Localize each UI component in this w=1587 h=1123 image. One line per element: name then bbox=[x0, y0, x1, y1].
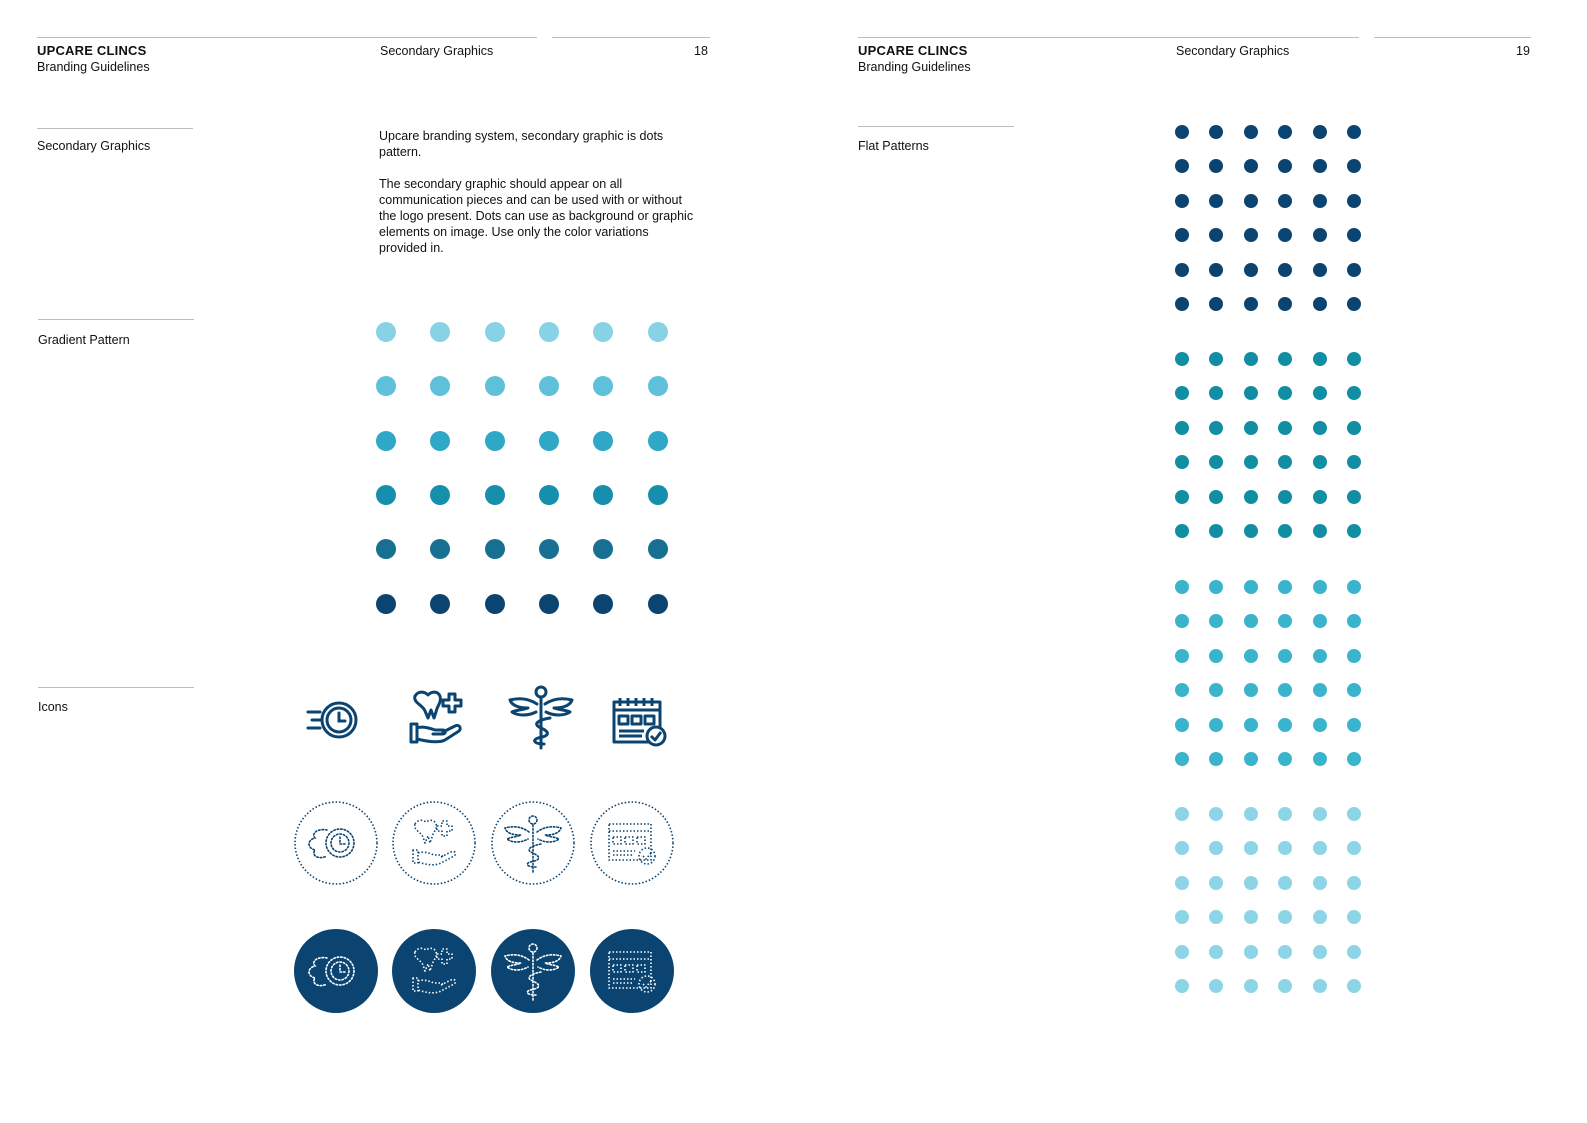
section-rule bbox=[38, 687, 194, 688]
pattern-dot bbox=[1209, 194, 1223, 208]
pattern-dot bbox=[376, 376, 396, 396]
pattern-dot bbox=[1209, 228, 1223, 242]
icon-row-filled-circle bbox=[589, 928, 675, 1014]
pattern-dot bbox=[485, 485, 505, 505]
icon-row-dotted-circle bbox=[293, 800, 379, 886]
pattern-dot bbox=[1313, 979, 1327, 993]
pattern-dot bbox=[430, 594, 450, 614]
pattern-dot bbox=[1313, 194, 1327, 208]
header-rule-left bbox=[37, 37, 537, 38]
pattern-dot bbox=[1313, 752, 1327, 766]
dental-care-hand-icon bbox=[393, 676, 479, 762]
pattern-dot bbox=[1313, 945, 1327, 959]
icon-row-outline bbox=[393, 676, 479, 762]
pattern-dot bbox=[1175, 386, 1189, 400]
pattern-dot bbox=[1313, 807, 1327, 821]
pattern-dot bbox=[1209, 807, 1223, 821]
brand-subtitle: Branding Guidelines bbox=[858, 60, 971, 74]
pattern-dot bbox=[1244, 297, 1258, 311]
pattern-dot bbox=[376, 431, 396, 451]
section-label-flat-patterns: Flat Patterns bbox=[858, 139, 929, 153]
pattern-dot bbox=[1209, 159, 1223, 173]
pattern-dot bbox=[1347, 718, 1361, 732]
pattern-dot bbox=[1209, 718, 1223, 732]
brand-name: UPCARE CLINCS bbox=[858, 43, 968, 58]
pattern-dot bbox=[1347, 945, 1361, 959]
brand-subtitle: Branding Guidelines bbox=[37, 60, 150, 74]
pattern-dot bbox=[1175, 614, 1189, 628]
flat-dot-pattern-navy bbox=[1175, 125, 1365, 315]
pattern-dot bbox=[1278, 614, 1292, 628]
pattern-dot bbox=[1347, 649, 1361, 663]
pattern-dot bbox=[1313, 910, 1327, 924]
pattern-dot bbox=[1278, 159, 1292, 173]
pattern-dot bbox=[1347, 683, 1361, 697]
pattern-dot bbox=[1347, 807, 1361, 821]
pattern-dot bbox=[1175, 841, 1189, 855]
pattern-dot bbox=[430, 322, 450, 342]
icon-row-dotted-circle bbox=[490, 800, 576, 886]
pattern-dot bbox=[1244, 807, 1258, 821]
pattern-dot bbox=[376, 539, 396, 559]
calendar-check-icon bbox=[589, 928, 675, 1014]
section-label-icons: Icons bbox=[38, 700, 68, 714]
pattern-dot bbox=[1347, 455, 1361, 469]
pattern-dot bbox=[1209, 421, 1223, 435]
pattern-dot bbox=[1209, 649, 1223, 663]
pattern-dot bbox=[1244, 841, 1258, 855]
pattern-dot bbox=[1175, 910, 1189, 924]
pattern-dot bbox=[1278, 263, 1292, 277]
pattern-dot bbox=[485, 431, 505, 451]
icon-row-dotted-circle bbox=[391, 800, 477, 886]
pattern-dot bbox=[1209, 580, 1223, 594]
pattern-dot bbox=[1313, 490, 1327, 504]
icon-row-filled-circle bbox=[490, 928, 576, 1014]
pattern-dot bbox=[430, 431, 450, 451]
pattern-dot bbox=[1175, 159, 1189, 173]
pattern-dot bbox=[1244, 386, 1258, 400]
fast-clock-icon bbox=[293, 800, 379, 886]
pattern-dot bbox=[648, 431, 668, 451]
pattern-dot bbox=[1278, 945, 1292, 959]
pattern-dot bbox=[1347, 614, 1361, 628]
pattern-dot bbox=[593, 376, 613, 396]
fast-clock-icon bbox=[292, 676, 378, 762]
pattern-dot bbox=[1175, 421, 1189, 435]
pattern-dot bbox=[1209, 614, 1223, 628]
pattern-dot bbox=[1313, 580, 1327, 594]
pattern-dot bbox=[1278, 524, 1292, 538]
pattern-dot bbox=[1313, 649, 1327, 663]
pattern-dot bbox=[1313, 159, 1327, 173]
flat-dot-pattern-aqua bbox=[1175, 580, 1365, 770]
pattern-dot bbox=[593, 322, 613, 342]
flat-dot-pattern-teal bbox=[1175, 352, 1365, 542]
pattern-dot bbox=[593, 539, 613, 559]
pattern-dot bbox=[648, 539, 668, 559]
pattern-dot bbox=[1244, 614, 1258, 628]
pattern-dot bbox=[1278, 386, 1292, 400]
pattern-dot bbox=[539, 539, 559, 559]
pattern-dot bbox=[1278, 979, 1292, 993]
pattern-dot bbox=[1175, 649, 1189, 663]
pattern-dot bbox=[1347, 910, 1361, 924]
description bbox=[379, 128, 697, 272]
pattern-dot bbox=[1244, 228, 1258, 242]
pattern-dot bbox=[1313, 352, 1327, 366]
pattern-dot bbox=[648, 376, 668, 396]
description-paragraph: The secondary graphic should appear on all communication pieces and can be used with or without the logo present. Dots can use as background or graphic elements on image. Use only the color variations provided in. bbox=[379, 177, 694, 255]
pattern-dot bbox=[430, 539, 450, 559]
pattern-dot bbox=[1175, 979, 1189, 993]
pattern-dot bbox=[430, 376, 450, 396]
pattern-dot bbox=[485, 539, 505, 559]
section-rule bbox=[38, 319, 194, 320]
pattern-dot bbox=[1347, 352, 1361, 366]
pattern-dot bbox=[1175, 297, 1189, 311]
pattern-dot bbox=[1175, 194, 1189, 208]
pattern-dot bbox=[1175, 580, 1189, 594]
pattern-dot bbox=[1313, 524, 1327, 538]
pattern-dot bbox=[1209, 945, 1223, 959]
pattern-dot bbox=[1313, 841, 1327, 855]
pattern-dot bbox=[1209, 910, 1223, 924]
pattern-dot bbox=[1175, 228, 1189, 242]
pattern-dot bbox=[1313, 228, 1327, 242]
pattern-dot bbox=[1209, 352, 1223, 366]
pattern-dot bbox=[539, 322, 559, 342]
icon-row-dotted-circle bbox=[589, 800, 675, 886]
pattern-dot bbox=[1209, 297, 1223, 311]
pattern-dot bbox=[1209, 455, 1223, 469]
pattern-dot bbox=[1313, 683, 1327, 697]
header-rule-right-number bbox=[1374, 37, 1531, 38]
pattern-dot bbox=[1244, 752, 1258, 766]
pattern-dot bbox=[1278, 490, 1292, 504]
pattern-dot bbox=[648, 322, 668, 342]
pattern-dot bbox=[1347, 752, 1361, 766]
pattern-dot bbox=[648, 485, 668, 505]
pattern-dot bbox=[1244, 194, 1258, 208]
pattern-dot bbox=[1244, 490, 1258, 504]
dental-care-hand-icon bbox=[391, 800, 477, 886]
header-rule-right bbox=[858, 37, 1359, 38]
pattern-dot bbox=[1175, 524, 1189, 538]
pattern-dot bbox=[376, 485, 396, 505]
pattern-dot bbox=[1209, 841, 1223, 855]
pattern-dot bbox=[1209, 876, 1223, 890]
pattern-dot bbox=[1209, 490, 1223, 504]
pattern-dot bbox=[1244, 910, 1258, 924]
icon-row-filled-circle bbox=[391, 928, 477, 1014]
gradient-dot-pattern bbox=[376, 322, 676, 622]
pattern-dot bbox=[376, 322, 396, 342]
description-paragraph: Upcare branding system, secondary graphic is dots pattern. bbox=[379, 129, 664, 159]
pattern-dot bbox=[1278, 194, 1292, 208]
section-rule bbox=[37, 128, 193, 129]
pattern-dot bbox=[1244, 683, 1258, 697]
pattern-dot bbox=[1244, 159, 1258, 173]
pattern-dot bbox=[1278, 125, 1292, 139]
pattern-dot bbox=[376, 594, 396, 614]
pattern-dot bbox=[1347, 159, 1361, 173]
pattern-dot bbox=[1175, 125, 1189, 139]
pattern-dot bbox=[1209, 752, 1223, 766]
pattern-dot bbox=[1209, 979, 1223, 993]
pattern-dot bbox=[1347, 524, 1361, 538]
pattern-dot bbox=[1347, 876, 1361, 890]
pattern-dot bbox=[648, 594, 668, 614]
pattern-dot bbox=[539, 594, 559, 614]
pattern-dot bbox=[1244, 979, 1258, 993]
pattern-dot bbox=[1175, 683, 1189, 697]
caduceus-icon bbox=[498, 676, 584, 762]
pattern-dot bbox=[1278, 807, 1292, 821]
pattern-dot bbox=[1278, 455, 1292, 469]
pattern-dot bbox=[1244, 945, 1258, 959]
pattern-dot bbox=[1313, 876, 1327, 890]
pattern-dot bbox=[1175, 263, 1189, 277]
pattern-dot bbox=[1278, 752, 1292, 766]
pattern-dot bbox=[1347, 841, 1361, 855]
section-label-gradient-pattern: Gradient Pattern bbox=[38, 333, 130, 347]
icon-row-outline bbox=[292, 676, 378, 762]
pattern-dot bbox=[1175, 876, 1189, 890]
pattern-dot bbox=[593, 594, 613, 614]
header-rule-left-number bbox=[552, 37, 710, 38]
section-rule bbox=[858, 126, 1014, 127]
pattern-dot bbox=[1278, 228, 1292, 242]
pattern-dot bbox=[1209, 524, 1223, 538]
icon-row-outline bbox=[498, 676, 584, 762]
pattern-dot bbox=[485, 376, 505, 396]
pattern-dot bbox=[485, 594, 505, 614]
pattern-dot bbox=[1244, 718, 1258, 732]
section-header: Secondary Graphics bbox=[380, 44, 494, 58]
pattern-dot bbox=[1313, 455, 1327, 469]
pattern-dot bbox=[1209, 683, 1223, 697]
pattern-dot bbox=[539, 431, 559, 451]
pattern-dot bbox=[1347, 194, 1361, 208]
pattern-dot bbox=[1347, 490, 1361, 504]
icon-row-filled-circle bbox=[293, 928, 379, 1014]
pattern-dot bbox=[1209, 263, 1223, 277]
pattern-dot bbox=[1244, 263, 1258, 277]
pattern-dot bbox=[1347, 421, 1361, 435]
calendar-check-icon bbox=[598, 676, 684, 762]
pattern-dot bbox=[1175, 752, 1189, 766]
pattern-dot bbox=[1313, 125, 1327, 139]
pattern-dot bbox=[1313, 614, 1327, 628]
pattern-dot bbox=[1313, 297, 1327, 311]
caduceus-icon bbox=[490, 800, 576, 886]
pattern-dot bbox=[1278, 876, 1292, 890]
pattern-dot bbox=[1244, 649, 1258, 663]
pattern-dot bbox=[1244, 876, 1258, 890]
pattern-dot bbox=[1244, 125, 1258, 139]
pattern-dot bbox=[593, 485, 613, 505]
pattern-dot bbox=[430, 485, 450, 505]
pattern-dot bbox=[1347, 125, 1361, 139]
pattern-dot bbox=[1347, 580, 1361, 594]
page-number: 18 bbox=[694, 44, 708, 58]
caduceus-icon bbox=[490, 928, 576, 1014]
pattern-dot bbox=[1347, 297, 1361, 311]
pattern-dot bbox=[1278, 718, 1292, 732]
page-number: 19 bbox=[1516, 44, 1530, 58]
pattern-dot bbox=[1347, 386, 1361, 400]
pattern-dot bbox=[1313, 386, 1327, 400]
pattern-dot bbox=[1278, 649, 1292, 663]
calendar-check-icon bbox=[589, 800, 675, 886]
pattern-dot bbox=[1244, 421, 1258, 435]
icon-row-outline bbox=[598, 676, 684, 762]
pattern-dot bbox=[1347, 979, 1361, 993]
pattern-dot bbox=[1278, 841, 1292, 855]
pattern-dot bbox=[1278, 580, 1292, 594]
flat-dot-pattern-sky bbox=[1175, 807, 1365, 997]
pattern-dot bbox=[1244, 352, 1258, 366]
pattern-dot bbox=[1347, 228, 1361, 242]
pattern-dot bbox=[1313, 718, 1327, 732]
pattern-dot bbox=[1278, 910, 1292, 924]
pattern-dot bbox=[1278, 421, 1292, 435]
pattern-dot bbox=[485, 322, 505, 342]
pattern-dot bbox=[593, 431, 613, 451]
section-label-secondary-graphics: Secondary Graphics bbox=[37, 139, 151, 153]
pattern-dot bbox=[1209, 125, 1223, 139]
pattern-dot bbox=[1244, 524, 1258, 538]
pattern-dot bbox=[539, 376, 559, 396]
pattern-dot bbox=[1244, 455, 1258, 469]
brand-name: UPCARE CLINCS bbox=[37, 43, 147, 58]
pattern-dot bbox=[1313, 263, 1327, 277]
pattern-dot bbox=[1175, 807, 1189, 821]
pattern-dot bbox=[1278, 297, 1292, 311]
pattern-dot bbox=[1175, 945, 1189, 959]
pattern-dot bbox=[539, 485, 559, 505]
section-header: Secondary Graphics bbox=[1176, 44, 1290, 58]
pattern-dot bbox=[1313, 421, 1327, 435]
pattern-dot bbox=[1175, 490, 1189, 504]
pattern-dot bbox=[1175, 718, 1189, 732]
pattern-dot bbox=[1175, 455, 1189, 469]
fast-clock-icon bbox=[293, 928, 379, 1014]
pattern-dot bbox=[1278, 683, 1292, 697]
pattern-dot bbox=[1278, 352, 1292, 366]
pattern-dot bbox=[1175, 352, 1189, 366]
pattern-dot bbox=[1209, 386, 1223, 400]
dental-care-hand-icon bbox=[391, 928, 477, 1014]
pattern-dot bbox=[1244, 580, 1258, 594]
pattern-dot bbox=[1347, 263, 1361, 277]
